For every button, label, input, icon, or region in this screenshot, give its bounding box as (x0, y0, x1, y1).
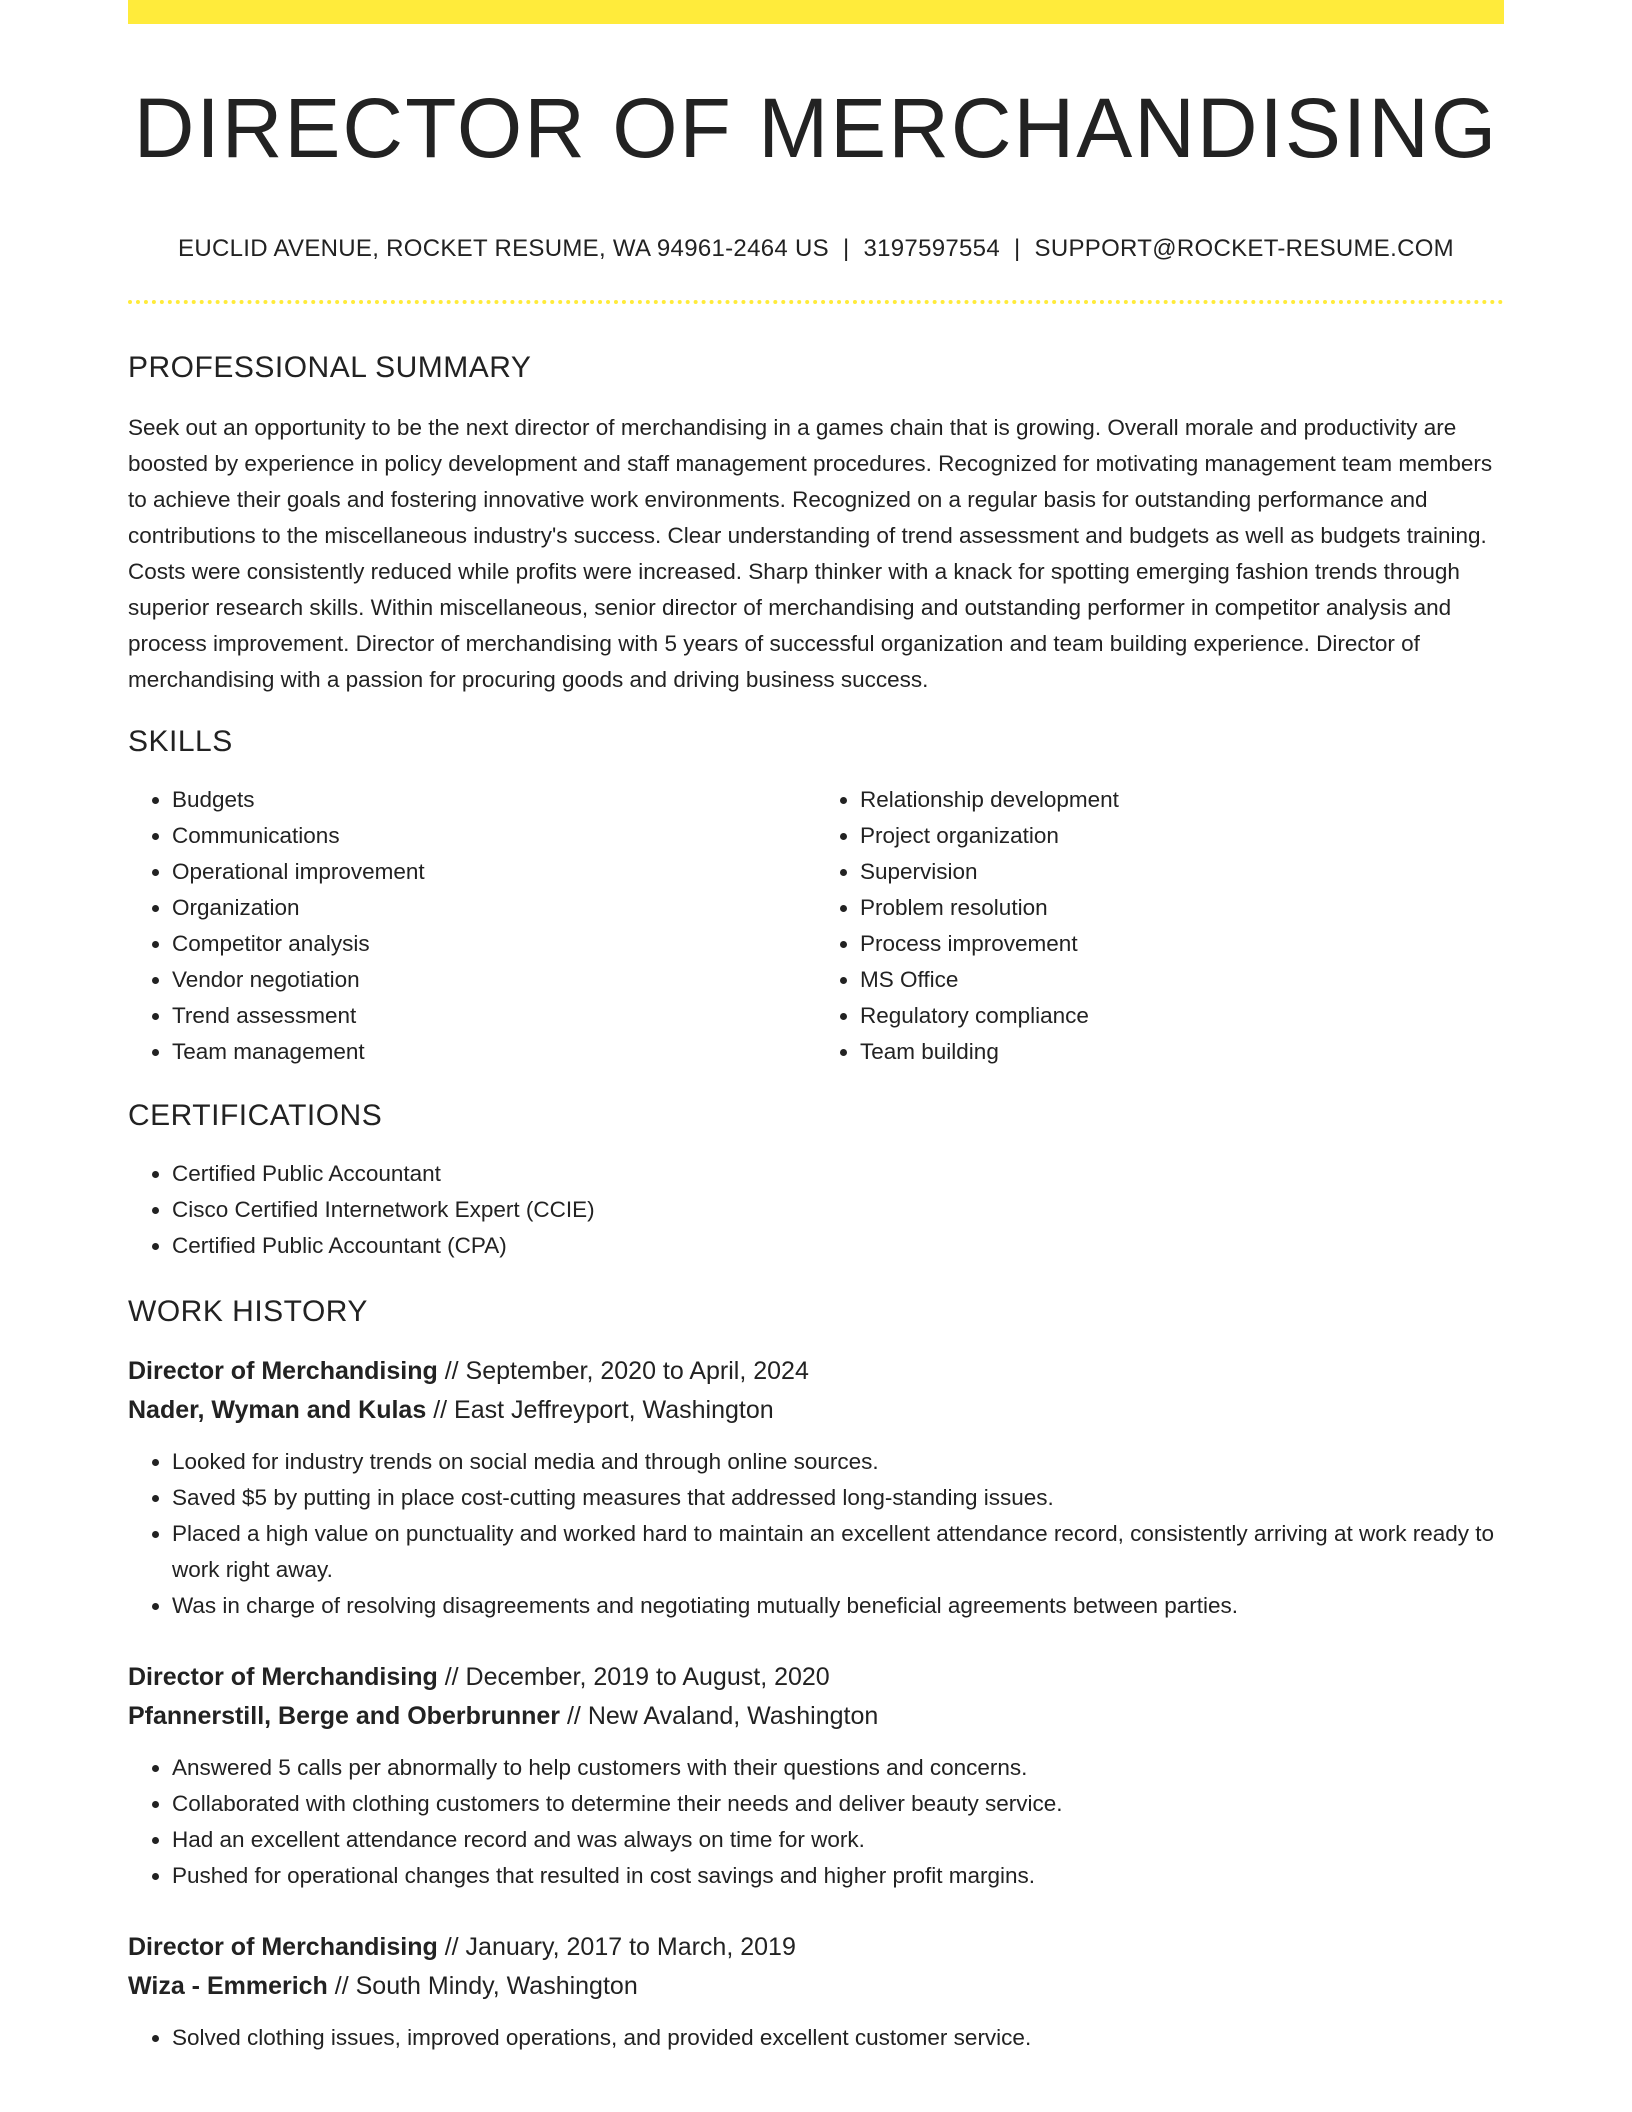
summary-text: Seek out an opportunity to be the next director of merchandising in a games chain that is growing. Overall morale and productivity are boosted by experience in policy development and staff management procedures. Recognized for motivating management team members to achieve their goals and fostering innovative work environments. Recognized on a regular basis for outstanding performance and contributions to the miscellaneous industry's success. Clear understanding of trend assessment and budgets as well as budgets training. Costs were consistently reduced while profits were increased. Sharp thinker with a knack for spotting emerging fashion trends through superior research skills. Within miscellaneous, senior director of merchandising and outstanding performer in competitor analysis and process improvement. Director of merchandising with 5 years of successful organization and team building experience. Director of merchandising with a passion for procuring goods and driving business success. (128, 415, 1493, 692)
contact-line (128, 234, 1504, 264)
skill-item: • Supervision (860, 854, 1504, 890)
contact-separator: | (1013, 235, 1021, 262)
job-role: Director of Merchandising (128, 1663, 438, 1691)
job-location: // East Jeffreyport, Washington (426, 1396, 774, 1424)
job-role: Director of Merchandising (128, 1357, 438, 1385)
job-entry (128, 1658, 1504, 1894)
job-title-line (128, 1928, 1504, 1967)
job-location: // New Avaland, Washington (560, 1702, 879, 1730)
job-bullet: • Pushed for operational changes that resulted in cost savings and higher profit margins. (172, 1858, 1504, 1894)
skills-columns (128, 782, 1504, 1070)
job-company-line (128, 1967, 1504, 2006)
job-title-line (128, 1352, 1504, 1391)
job-bullet: • Looked for industry trends on social media and through online sources. (172, 1444, 1504, 1480)
skill-item: • Project organization (860, 818, 1504, 854)
job-title-line (128, 1658, 1504, 1697)
job-bullet: • Collaborated with clothing customers to determine their needs and deliver beauty service. (172, 1786, 1504, 1822)
job-company: Pfannerstill, Berge and Oberbrunner (128, 1702, 561, 1730)
skill-item: • Relationship development (860, 782, 1504, 818)
skill-item: • Organization (172, 890, 816, 926)
job-entry (128, 1352, 1504, 1624)
job-bullets (128, 2020, 1504, 2056)
job-company: Wiza - Emmerich (128, 1972, 328, 2000)
job-bullet: • Solved clothing issues, improved operations, and provided excellent customer service. (172, 2020, 1504, 2056)
contact-address: EUCLID AVENUE, ROCKET RESUME, WA 94961-2464 US (178, 235, 829, 262)
skill-item: • Process improvement (860, 926, 1504, 962)
job-bullet: • Had an excellent attendance record and was always on time for work. (172, 1822, 1504, 1858)
summary-heading: PROFESSIONAL SUMMARY (128, 351, 532, 384)
skill-item: • Regulatory compliance (860, 998, 1504, 1034)
skill-item: • Problem resolution (860, 890, 1504, 926)
certifications-heading: CERTIFICATIONS (128, 1099, 383, 1132)
skill-item: • Operational improvement (172, 854, 816, 890)
contact-email[interactable]: SUPPORT@ROCKET-RESUME.COM (1034, 235, 1454, 262)
skill-item: • Team management (172, 1034, 816, 1070)
job-bullet: • Answered 5 calls per abnormally to help customers with their questions and concerns. (172, 1750, 1504, 1786)
job-dates: // September, 2020 to April, 2024 (437, 1357, 809, 1385)
job-company: Nader, Wyman and Kulas (128, 1396, 427, 1424)
job-bullets (128, 1444, 1504, 1624)
skills-list-right (816, 782, 1504, 1070)
job-role: Director of Merchandising (128, 1933, 438, 1961)
skill-item: • Vendor negotiation (172, 962, 816, 998)
certification-item: • Cisco Certified Internetwork Expert (CCIE) (172, 1192, 1504, 1228)
job-bullet: • Saved $5 by putting in place cost-cutting measures that addressed long-standing issues. (172, 1480, 1504, 1516)
dotted-divider (128, 300, 1504, 304)
job-dates: // January, 2017 to March, 2019 (437, 1933, 796, 1961)
skill-item: • Competitor analysis (172, 926, 816, 962)
contact-separator: | (842, 235, 850, 262)
job-location: // South Mindy, Washington (327, 1972, 638, 2000)
resume-name: DIRECTOR OF MERCHANDISING (133, 81, 1499, 175)
job-bullets (128, 1750, 1504, 1894)
skill-item: • MS Office (860, 962, 1504, 998)
job-dates: // December, 2019 to August, 2020 (437, 1663, 830, 1691)
skills-list-left (128, 782, 816, 1070)
accent-bar (128, 0, 1504, 24)
skills-heading: SKILLS (128, 725, 233, 758)
skill-item: • Team building (860, 1034, 1504, 1070)
certification-item: • Certified Public Accountant (172, 1156, 1504, 1192)
job-bullet: • Placed a high value on punctuality and worked hard to maintain an excellent attendance record, consistently arriving at work ready to work right away. (172, 1516, 1504, 1588)
certifications-list (128, 1156, 1504, 1264)
skill-item: • Communications (172, 818, 816, 854)
work-history-heading: WORK HISTORY (128, 1295, 368, 1328)
skill-item: • Trend assessment (172, 998, 816, 1034)
contact-phone: 3197597554 (863, 235, 1000, 262)
job-bullet: • Was in charge of resolving disagreements and negotiating mutually beneficial agreements between parties. (172, 1588, 1504, 1624)
resume-page (128, 0, 1504, 2056)
certification-item: • Certified Public Accountant (CPA) (172, 1228, 1504, 1264)
job-company-line (128, 1391, 1504, 1430)
job-company-line (128, 1697, 1504, 1736)
skill-item: • Budgets (172, 782, 816, 818)
job-entry (128, 1928, 1504, 2056)
